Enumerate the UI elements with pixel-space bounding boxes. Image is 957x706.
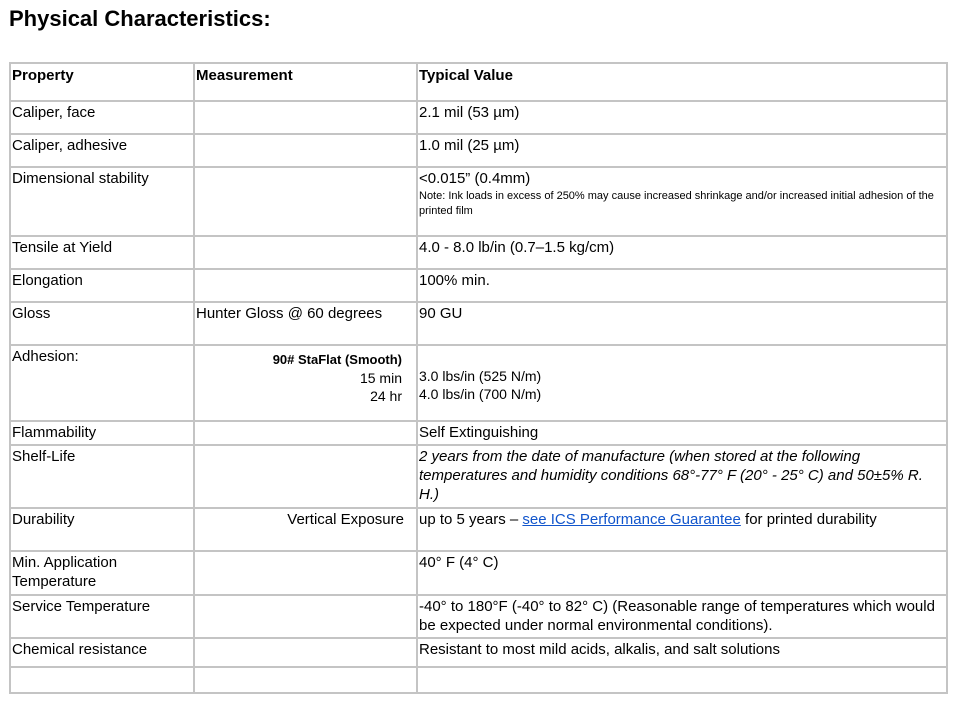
property-cell	[10, 667, 194, 693]
measurement-cell	[194, 551, 417, 595]
value-cell: 100% min.	[417, 269, 947, 302]
value-cell: 2 years from the date of manufacture (when stored at the following temperatures and humidity conditions 68°-77° F (20° - 25° C) and 50±5% R. H.)	[417, 445, 947, 508]
table-row	[10, 269, 947, 302]
table-row	[10, 302, 947, 345]
value-cell	[417, 167, 947, 236]
property-cell: Shelf-Life	[10, 445, 194, 508]
header-measurement: Measurement	[194, 63, 417, 101]
substrate-label: 90# StaFlat (Smooth)	[272, 352, 402, 367]
table-row	[10, 345, 947, 421]
header-typical-value: Typical Value	[417, 63, 947, 101]
measurement-cell	[194, 101, 417, 134]
measurement-cell	[194, 445, 417, 508]
value-cell: Resistant to most mild acids, alkalis, and salt solutions	[417, 638, 947, 667]
value-cell: 90 GU	[417, 302, 947, 345]
value-cell	[417, 345, 947, 421]
measurement-cell	[194, 134, 417, 167]
header-property: Property	[10, 63, 194, 101]
value-cell: 4.0 - 8.0 lb/in (0.7–1.5 kg/cm)	[417, 236, 947, 269]
adhesion-value: 3.0 lbs/in (525 N/m)	[419, 368, 542, 384]
table-header-row	[10, 63, 947, 101]
measurement-cell	[194, 269, 417, 302]
property-cell: Tensile at Yield	[10, 236, 194, 269]
property-cell: Caliper, face	[10, 101, 194, 134]
value-text: <0.015” (0.4mm)	[419, 170, 531, 187]
property-cell: Min. Application Temperature	[10, 551, 194, 595]
value-cell	[417, 508, 947, 551]
table-row	[10, 595, 947, 638]
note-text: Note: Ink loads in excess of 250% may cause increased shrinkage and/or increased initial adhesion of the printed film	[419, 190, 934, 217]
dwell-time: 15 min	[359, 370, 402, 386]
property-cell: Chemical resistance	[10, 638, 194, 667]
table-row	[10, 134, 947, 167]
physical-characteristics-table	[9, 62, 948, 694]
empty-table-row	[10, 667, 947, 693]
table-row	[10, 167, 947, 236]
measurement-cell	[194, 421, 417, 445]
measurement-cell: Vertical Exposure	[194, 508, 417, 551]
table-row	[10, 421, 947, 445]
property-cell: Durability	[10, 508, 194, 551]
page-title: Physical Characteristics:	[9, 6, 271, 31]
table-row	[10, 445, 947, 508]
table-row	[10, 551, 947, 595]
value-cell: -40° to 180°F (-40° to 82° C) (Reasonable range of temperatures which would be expected under normal environmental conditions).	[417, 595, 947, 638]
adhesion-value: 4.0 lbs/in (700 N/m)	[419, 386, 542, 402]
value-cell	[417, 667, 947, 693]
measurement-cell	[194, 345, 417, 421]
value-cell: 1.0 mil (25 µm)	[417, 134, 947, 167]
table-row	[10, 101, 947, 134]
table-row	[10, 236, 947, 269]
property-cell: Flammability	[10, 421, 194, 445]
table-row	[10, 638, 947, 667]
property-cell: Service Temperature	[10, 595, 194, 638]
performance-guarantee-link[interactable]: see ICS Performance Guarantee	[522, 511, 741, 528]
measurement-cell	[194, 167, 417, 236]
value-cell: 40° F (4° C)	[417, 551, 947, 595]
property-cell: Dimensional stability	[10, 167, 194, 236]
dwell-time: 24 hr	[370, 388, 402, 404]
property-cell: Adhesion:	[10, 345, 194, 421]
value-prefix: up to 5 years –	[419, 511, 523, 528]
value-cell: 2.1 mil (53 µm)	[417, 101, 947, 134]
measurement-cell	[194, 667, 417, 693]
table-row	[10, 508, 947, 551]
measurement-cell	[194, 638, 417, 667]
property-cell: Gloss	[10, 302, 194, 345]
value-suffix: for printed durability	[740, 511, 877, 528]
property-cell: Caliper, adhesive	[10, 134, 194, 167]
property-cell: Elongation	[10, 269, 194, 302]
measurement-cell	[194, 595, 417, 638]
measurement-cell: Hunter Gloss @ 60 degrees	[194, 302, 417, 345]
value-cell: Self Extinguishing	[417, 421, 947, 445]
measurement-cell	[194, 236, 417, 269]
